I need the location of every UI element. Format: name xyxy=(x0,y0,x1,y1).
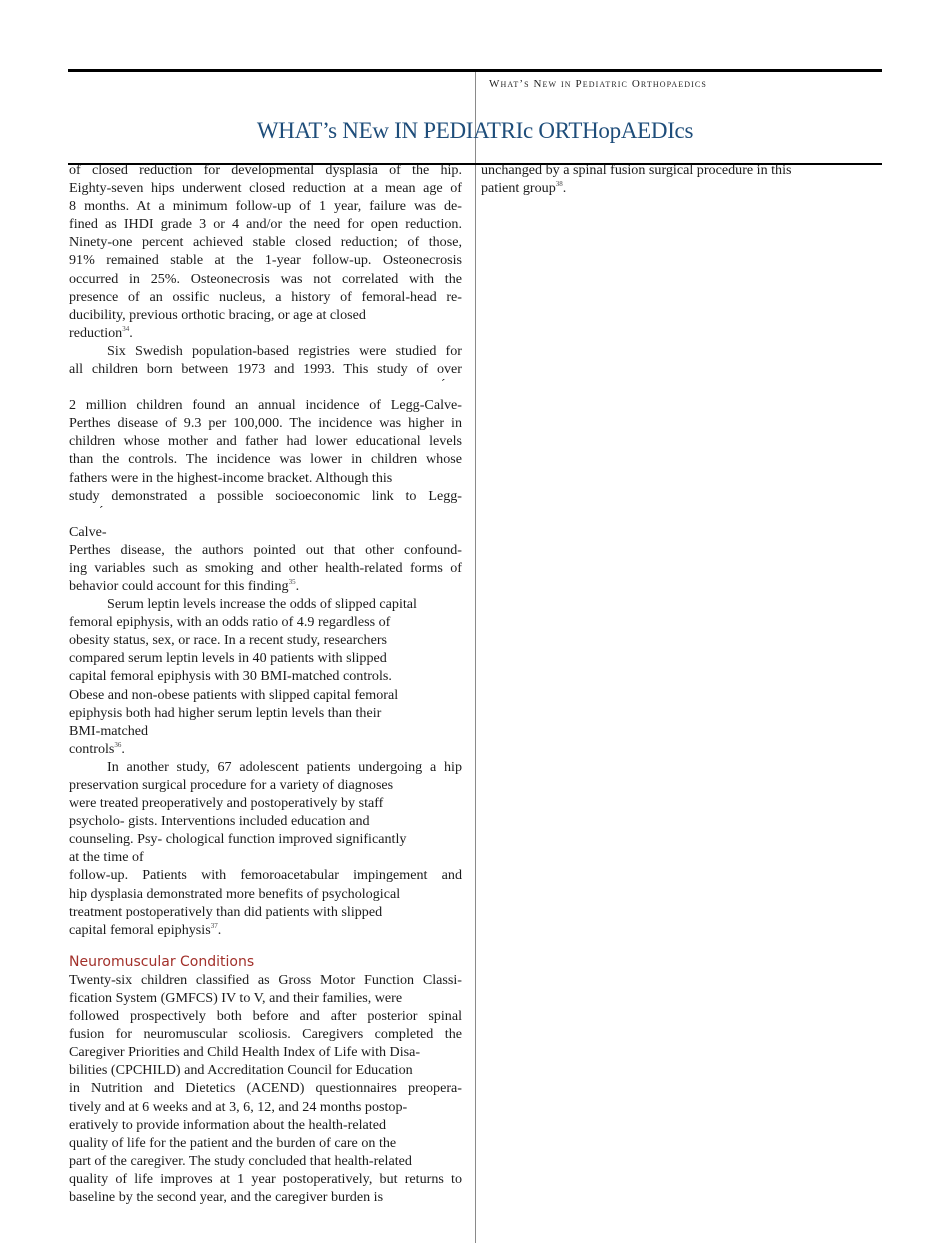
reference-superscript: 37 xyxy=(210,921,218,930)
text-line: eratively to provide information about the health-related xyxy=(69,1116,386,1133)
text-line: in Nutrition and Dietetics (ACEND) questionnaires preopera- xyxy=(69,1080,462,1097)
paragraph-perthes xyxy=(69,342,462,595)
text-line: Perthes disease of 9.3 per 100,000. The incidence was higher in xyxy=(69,415,462,432)
text-line: occurred in 25%. Osteonecrosis was not correlated with the xyxy=(69,270,462,287)
text-line: compared serum leptin levels in 40 patients with slipped xyxy=(69,650,387,667)
text-line: In another study, 67 adolescent patients undergoing a hip xyxy=(107,758,462,775)
text-line: Twenty-six children classified as Gross Motor Function Classi- xyxy=(69,971,462,988)
text-line: quality of life for the patient and the burden of care on the xyxy=(69,1134,397,1151)
text-line: psycholo- gists. Interventions included education and xyxy=(69,813,370,830)
text-line: hip dysplasia demonstrated more benefits of psychological xyxy=(69,885,401,902)
text-line: fusion for neuromuscular scoliosis. Caregivers completed the xyxy=(69,1026,462,1043)
reference-superscript: 34 xyxy=(122,324,130,333)
text-line: fined as IHDI grade 3 or 4 and/or the need for open reduction. xyxy=(69,216,462,233)
text-line: study demonstrated a possible socioeconomic link to Legg- xyxy=(69,487,462,504)
text-line: patient group$^{38}$. xyxy=(481,180,567,197)
reference-superscript: 35 xyxy=(288,577,296,586)
text-fragment: capital femoral epiphysis xyxy=(69,921,211,938)
text-line: preservation surgical procedure for a variety of diagnoses xyxy=(69,777,394,793)
text-line: follow-up. Patients with femoroacetabular impingement and xyxy=(69,867,462,884)
text-line: of closed reduction for developmental dysplasia of the hip. xyxy=(69,162,462,178)
text-line: femoral epiphysis, with an odds ratio of 4.9 regardless of xyxy=(69,614,391,631)
reference-superscript: 36 xyxy=(114,740,122,749)
text-line: BMI-matched xyxy=(69,722,149,739)
text-line: capital femoral epiphysis with 30 BMI-matched controls. xyxy=(69,668,392,685)
text-line: were treated preoperatively and postoperatively by staff xyxy=(69,795,384,812)
text-line: treatment postoperatively than did patients with slipped xyxy=(69,903,383,920)
text-line: Six Swedish population-based registries were studied for xyxy=(107,342,462,359)
text-fragment: controls xyxy=(69,740,115,757)
text-line: 8 months. At a minimum follow-up of 1 year, failure was de- xyxy=(69,198,462,215)
paragraph-neuromuscular xyxy=(69,971,462,1206)
page-title: WHAT’s NEw IN PEDIATRIc ORTHopAEDIcs xyxy=(256,118,694,143)
text-line: capital femoral epiphysis$^{37}$. xyxy=(69,921,222,938)
text-line: epiphysis both had higher serum leptin levels than their xyxy=(69,704,382,721)
acute-accent: ´ xyxy=(441,376,446,392)
text-line: reduction$^{34}$. xyxy=(69,324,133,341)
accent-line xyxy=(69,378,462,390)
text-line: Eighty-seven hips underwent closed reduction at a mean age of xyxy=(69,180,462,197)
running-head: What’s New in Pediatric Orthopaedics xyxy=(489,78,707,90)
text-line: quality of life improves at 1 year postoperatively, but returns to xyxy=(69,1170,462,1187)
section-heading: Neuromuscular Conditions xyxy=(69,953,255,970)
text-line: behavior could account for this finding$^{35}$. xyxy=(69,577,300,594)
text-line: Calve- xyxy=(69,523,107,540)
text-line: unchanged by a spinal fusion surgical procedure in this xyxy=(481,162,792,178)
column-divider xyxy=(475,72,476,1243)
text-fragment: reduction xyxy=(69,324,123,341)
text-line: presence of an ossific nucleus, a history of femoral-head re- xyxy=(69,288,462,305)
text-line: tively and at 6 weeks and at 3, 6, 12, and 24 months postop- xyxy=(69,1098,408,1115)
text-line: than the controls. The incidence was lower in children whose xyxy=(69,451,462,468)
text-line: at the time of xyxy=(69,849,144,866)
paragraph-leptin xyxy=(69,595,462,758)
text-line: controls$^{36}$. xyxy=(69,740,125,757)
left-column xyxy=(69,161,462,1206)
text-line: 91% remained stable at the 1-year follow-up. Osteonecrosis xyxy=(69,252,462,269)
text-line: fication System (GMFCS) IV to V, and their families, were xyxy=(69,989,403,1006)
text-line: baseline by the second year, and the caregiver burden is xyxy=(69,1188,384,1205)
right-column xyxy=(481,161,881,197)
reference-superscript: 38 xyxy=(555,180,563,189)
paragraph-psychology xyxy=(69,758,462,939)
text-line: children whose mother and father had lower educational levels xyxy=(69,433,462,450)
text-fragment: behavior could account for this finding xyxy=(69,577,289,594)
text-line: obesity status, sex, or race. In a recent study, researchers xyxy=(69,632,388,649)
text-line: Serum leptin levels increase the odds of slipped capital xyxy=(107,596,417,613)
text-line: Caregiver Priorities and Child Health Index of Life with Disa- xyxy=(69,1044,421,1061)
text-line: ing variables such as smoking and other health-related forms of xyxy=(69,559,462,576)
text-line: bilities (CPCHILD) and Accreditation Council for Education xyxy=(69,1062,413,1079)
paragraph-ddh xyxy=(69,161,462,342)
text-line: ducibility, previous orthotic bracing, or age at closed xyxy=(69,306,366,323)
accent-line xyxy=(69,502,462,518)
text-line: all children born between 1973 and 1993. This study of over xyxy=(69,361,462,378)
text-fragment: patient group xyxy=(481,180,556,197)
text-line: Obese and non-obese patients with slipped capital femoral xyxy=(69,686,399,703)
text-line: Ninety-one percent achieved stable closed reduction; of those, xyxy=(69,234,462,251)
text-line: 2 million children found an annual incidence of Legg-Calve- xyxy=(69,397,462,414)
text-line: fathers were in the highest-income bracket. Although this xyxy=(69,469,393,486)
text-line: followed prospectively both before and after posterior spinal xyxy=(69,1008,462,1025)
text-line: counseling. Psy- chological function improved significantly xyxy=(69,831,407,848)
spacer xyxy=(69,939,462,953)
text-line: Perthes disease, the authors pointed out that other confound- xyxy=(69,541,462,558)
text-line: part of the caregiver. The study concluded that health-related xyxy=(69,1152,412,1169)
acute-accent: ´ xyxy=(99,502,104,518)
